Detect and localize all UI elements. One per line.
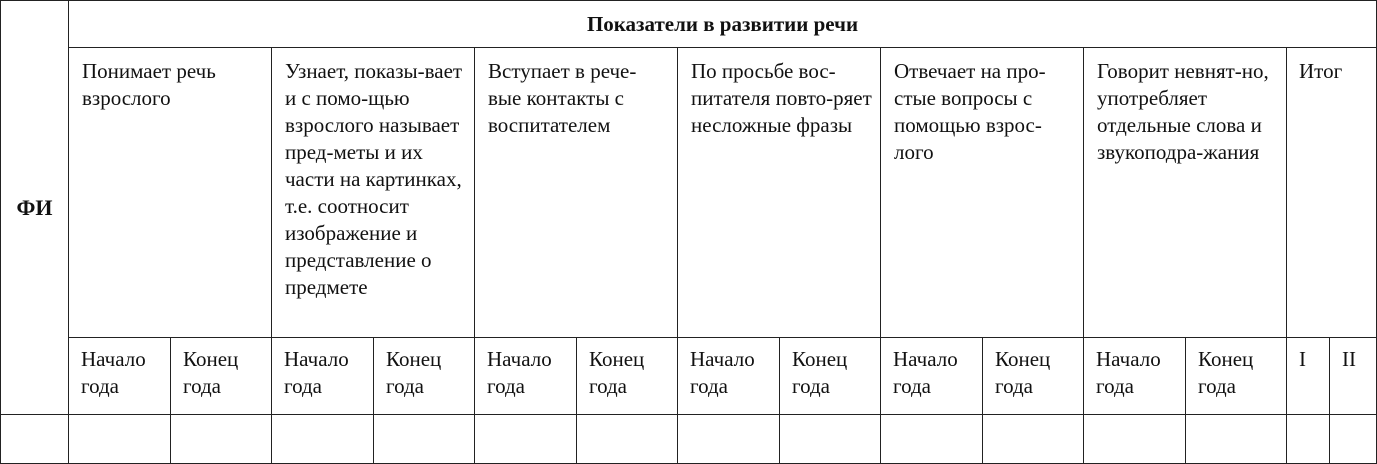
cell-value[interactable] [272, 415, 374, 464]
total-sub-i: I [1287, 338, 1330, 415]
period-end: Конец года [983, 338, 1084, 415]
period-end: Конец года [780, 338, 881, 415]
period-end: Конец года [374, 338, 475, 415]
period-start: Начало года [69, 338, 171, 415]
header-row-periods [1, 338, 1377, 415]
cell-value[interactable] [69, 415, 171, 464]
cell-value[interactable] [374, 415, 475, 464]
header-row-indicators [1, 48, 1377, 338]
period-end: Конец года [577, 338, 678, 415]
cell-value[interactable] [881, 415, 983, 464]
data-row [1, 415, 1377, 464]
header-row-title [1, 1, 1377, 48]
cell-value[interactable] [780, 415, 881, 464]
fi-header: ФИ [1, 1, 69, 415]
period-end: Конец года [171, 338, 272, 415]
cell-value[interactable] [678, 415, 780, 464]
indicator-speech-contacts: Вступает в рече-вые контакты с воспитателем [475, 48, 678, 338]
group-title: Показатели в развитии речи [69, 1, 1377, 48]
period-start: Начало года [678, 338, 780, 415]
indicator-answers-questions: Отвечает на про-стые вопросы с помощью взрос-лого [881, 48, 1084, 338]
cell-value[interactable] [577, 415, 678, 464]
period-start: Начало года [1084, 338, 1186, 415]
cell-value[interactable] [1287, 415, 1330, 464]
period-start: Начало года [272, 338, 374, 415]
cell-value[interactable] [983, 415, 1084, 464]
cell-value[interactable] [475, 415, 577, 464]
period-start: Начало года [881, 338, 983, 415]
cell-value[interactable] [1084, 415, 1186, 464]
cell-value[interactable] [171, 415, 272, 464]
cell-value[interactable] [1186, 415, 1287, 464]
period-end: Конец года [1186, 338, 1287, 415]
indicator-repeats-phrases: По просьбе вос-питателя повто-ряет несложные фразы [678, 48, 881, 338]
indicator-recognizes-objects: Узнает, показы-вает и с помо-щью взрослого называет пред-меты и их части на картинках, т.е. соотносит изображение и представление о предмете [272, 48, 475, 338]
indicator-speaks-words: Говорит невнят-но, употребляет отдельные слова и звукоподра-жания [1084, 48, 1287, 338]
cell-value[interactable] [1330, 415, 1377, 464]
indicator-total: Итог [1287, 48, 1377, 338]
total-sub-ii: II [1330, 338, 1377, 415]
indicator-understands-speech: Понимает речь взрослого [69, 48, 272, 338]
cell-name[interactable] [1, 415, 69, 464]
period-start: Начало года [475, 338, 577, 415]
